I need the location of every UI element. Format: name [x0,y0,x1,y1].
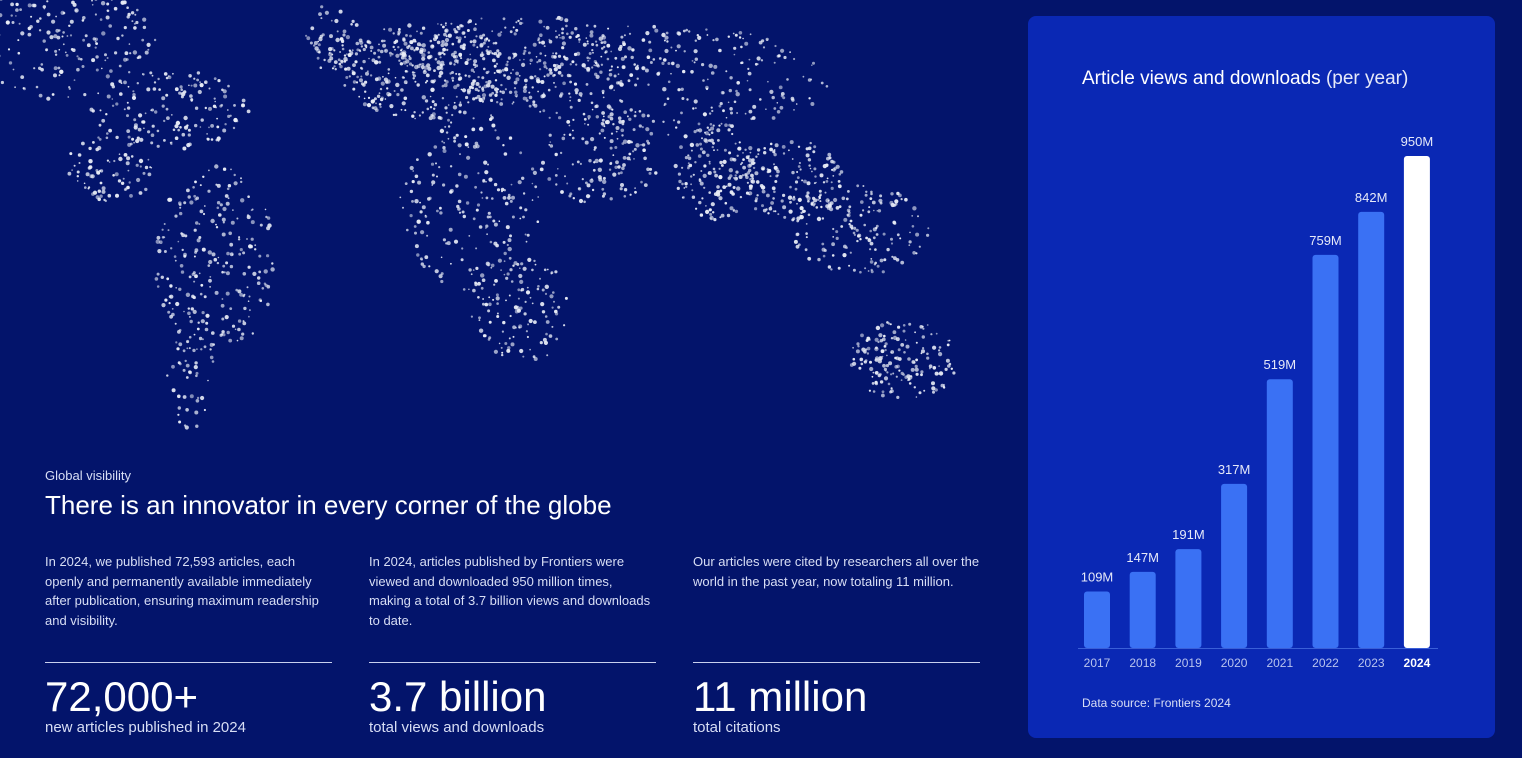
stat-description: In 2024, articles published by Frontiers were viewed and downloaded 950 million times, making a total of 3.7 billion views and downloads to date. [369,554,651,628]
chart-title-main: Article views and downloads [1082,68,1321,89]
tick-label-2021: 2021 [1266,656,1294,670]
tick-label-2017: 2017 [1083,656,1111,670]
tick-label-2018: 2018 [1129,656,1157,670]
tick-label-2019: 2019 [1175,656,1202,670]
stat-label: total views and downloads [369,719,545,736]
chart-panel [1028,16,1495,738]
stat-label: total citations [693,719,781,736]
stat-label: new articles published in 2024 [45,719,246,736]
stat-description: Our articles were cited by researchers all over the world in the past year, now totaling 11 million. [693,554,980,589]
stat-divider [369,662,656,663]
bar-2019 [1175,549,1201,648]
bar-2024 [1404,156,1430,648]
data-label-2021: 519M [1263,357,1297,373]
chart-title-suffix: (per year) [1325,68,1409,89]
stat-citations [693,552,981,736]
stat-views [369,552,657,736]
bar-2017 [1084,592,1110,648]
data-label-2017: 109M [1080,569,1114,585]
data-label-2022: 759M [1309,232,1342,248]
stat-value: 72,000+ [45,673,198,720]
section-headline: There is an innovator in every corner of the globe [45,490,612,520]
bar-2018 [1130,572,1156,648]
stat-divider [45,662,332,663]
world-map-dots [0,0,1020,480]
tick-label-2024: 2024 [1403,656,1431,670]
section-kicker: Global visibility [45,468,131,483]
tick-label-2020: 2020 [1220,656,1248,670]
tick-label-2023: 2023 [1357,656,1385,670]
bar-2022 [1313,255,1339,648]
stat-divider [693,662,980,663]
tick-label-2022: 2022 [1312,656,1339,670]
stat-value: 3.7 billion [369,673,547,720]
data-label-2024: 950M [1400,134,1434,149]
chart-source: Data source: Frontiers 2024 [1082,696,1231,710]
data-label-2018: 147M [1126,549,1159,565]
bar-2020 [1221,484,1247,648]
bar-chart [1028,16,1495,738]
bar-2021 [1267,379,1293,648]
bar-2023 [1358,212,1384,648]
stat-description: In 2024, we published 72,593 articles, each openly and permanently available immediately after publication, ensuring maximum readership and visibility. [45,554,319,628]
data-label-2023: 842M [1354,189,1388,205]
stat-articles [45,552,333,736]
data-label-2020: 317M [1217,461,1251,477]
stat-value: 11 million [693,673,868,720]
data-label-2019: 191M [1172,527,1205,543]
